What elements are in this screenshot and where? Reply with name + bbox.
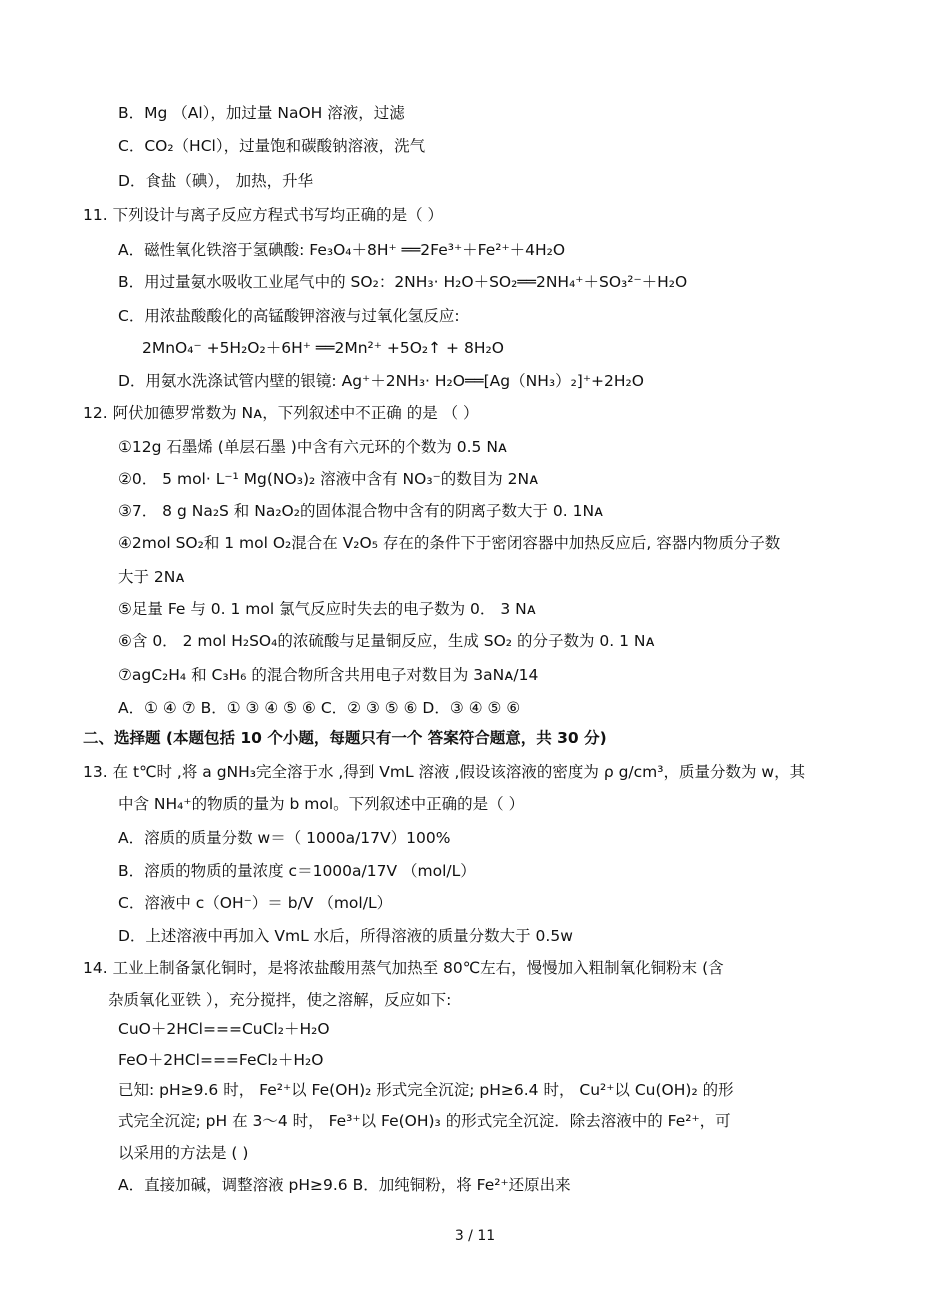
question-12: 12. 阿伏加德罗常数为 Nᴀ，下列叙述中不正确 的是 （ ） [83, 404, 479, 422]
answer-choices: A．直接加碱，调整溶液 pH≥9.6 B．加纯铜粉，将 Fe²⁺还原出来 [118, 1176, 571, 1194]
equation-line: FeO＋2HCl===FeCl₂＋H₂O [118, 1051, 324, 1069]
statement-line: ①12g 石墨烯 (单层石墨 )中含有六元环的个数为 0.5 Nᴀ [118, 438, 508, 456]
option-line: B．用过量氨水吸收工业尾气中的 SO₂：2NH₃· H₂O＋SO₂══2NH₄⁺＋SO₃²⁻＋H₂O [118, 273, 688, 291]
page-number: 3 / 11 [454, 1228, 496, 1244]
option-line: C．用浓盐酸酸化的高锰酸钾溶液与过氧化氢反应: [118, 307, 460, 325]
question-13: 13. 在 t℃时 ,将 a gNH₃完全溶于水 ,得到 VmL 溶液 ,假设该溶液的密度为 ρ g/cm³，质量分数为 w，其 [83, 763, 806, 781]
statement-line: ⑥含 0． 2 mol H₂SO₄的浓硫酸与足量铜反应，生成 SO₂ 的分子数为 0. 1 Nᴀ [118, 632, 655, 650]
option-line: D．用氨水洗涤试管内壁的银镜: Ag⁺＋2NH₃· H₂O══[Ag（NH₃）₂]⁺+2H₂O [118, 372, 644, 390]
question-14: 14. 工业上制备氯化铜时，是将浓盐酸用蒸气加热至 80℃左右，慢慢加入粗制氧化铜粉末 (含 [83, 959, 724, 977]
option-line: A．溶质的质量分数 w＝（ 1000a/17V）100% [118, 829, 451, 847]
question-14-cont: 杂质氧化亚铁 ），充分搅拌，使之溶解，反应如下: [108, 991, 452, 1009]
equation-line: 2MnO₄⁻ +5H₂O₂＋6H⁺ ══2Mn²⁺ +5O₂↑ + 8H₂O [142, 339, 504, 357]
option-line: D．食盐（碘）， 加热，升华 [118, 172, 314, 190]
question-11: 11. 下列设计与离子反应方程式书写均正确的是（ ） [83, 206, 444, 224]
statement-line: 大于 2Nᴀ [118, 568, 185, 586]
question-14-cont: 以采用的方法是 ( ) [118, 1144, 249, 1162]
answer-choices: A．① ④ ⑦ B．① ③ ④ ⑤ ⑥ C．② ③ ⑤ ⑥ D．③ ④ ⑤ ⑥ [118, 699, 521, 717]
statement-line: ④2mol SO₂和 1 mol O₂混合在 V₂O₅ 存在的条件下于密闭容器中加热反应后, 容器内物质分子数 [118, 534, 781, 552]
question-14-cont: 已知: pH≥9.6 时， Fe²⁺以 Fe(OH)₂ 形式完全沉淀; pH≥6.4 时， Cu²⁺以 Cu(OH)₂ 的形 [118, 1081, 734, 1099]
option-line: C．CO₂（HCl），过量饱和碳酸钠溶液，洗气 [118, 137, 426, 155]
option-line: B．溶质的物质的量浓度 c＝1000a/17V （mol/L） [118, 862, 476, 880]
option-line: A．磁性氧化铁溶于氢碘酸: Fe₃O₄＋8H⁺ ══2Fe³⁺＋Fe²⁺＋4H₂O [118, 241, 566, 259]
statement-line: ⑦agC₂H₄ 和 C₃H₆ 的混合物所含共用电子对数目为 3aNᴀ/14 [118, 666, 539, 684]
equation-line: CuO＋2HCl===CuCl₂＋H₂O [118, 1020, 330, 1038]
question-13-cont: 中含 NH₄⁺的物质的量为 b mol。下列叙述中正确的是（ ） [118, 795, 525, 813]
section-heading: 二、选择题 (本题包括 10 个小题，每题只有一个 答案符合题意，共 30 分) [83, 729, 607, 747]
statement-line: ②0． 5 mol· L⁻¹ Mg(NO₃)₂ 溶液中含有 NO₃⁻的数目为 2Nᴀ [118, 470, 539, 488]
statement-line: ③7． 8 g Na₂S 和 Na₂O₂的固体混合物中含有的阴离子数大于 0. 1Nᴀ [118, 502, 604, 520]
option-line: B．Mg （Al），加过量 NaOH 溶液，过滤 [118, 104, 405, 122]
statement-line: ⑤足量 Fe 与 0. 1 mol 氯气反应时失去的电子数为 0． 3 Nᴀ [118, 600, 536, 618]
option-line: C．溶液中 c（OH⁻）＝ b/V （mol/L） [118, 894, 393, 912]
option-line: D．上述溶液中再加入 VmL 水后，所得溶液的质量分数大于 0.5w [118, 927, 573, 945]
question-14-cont: 式完全沉淀; pH 在 3～4 时， Fe³⁺以 Fe(OH)₃ 的形式完全沉淀．除去溶液中的 Fe²⁺，可 [118, 1112, 731, 1130]
